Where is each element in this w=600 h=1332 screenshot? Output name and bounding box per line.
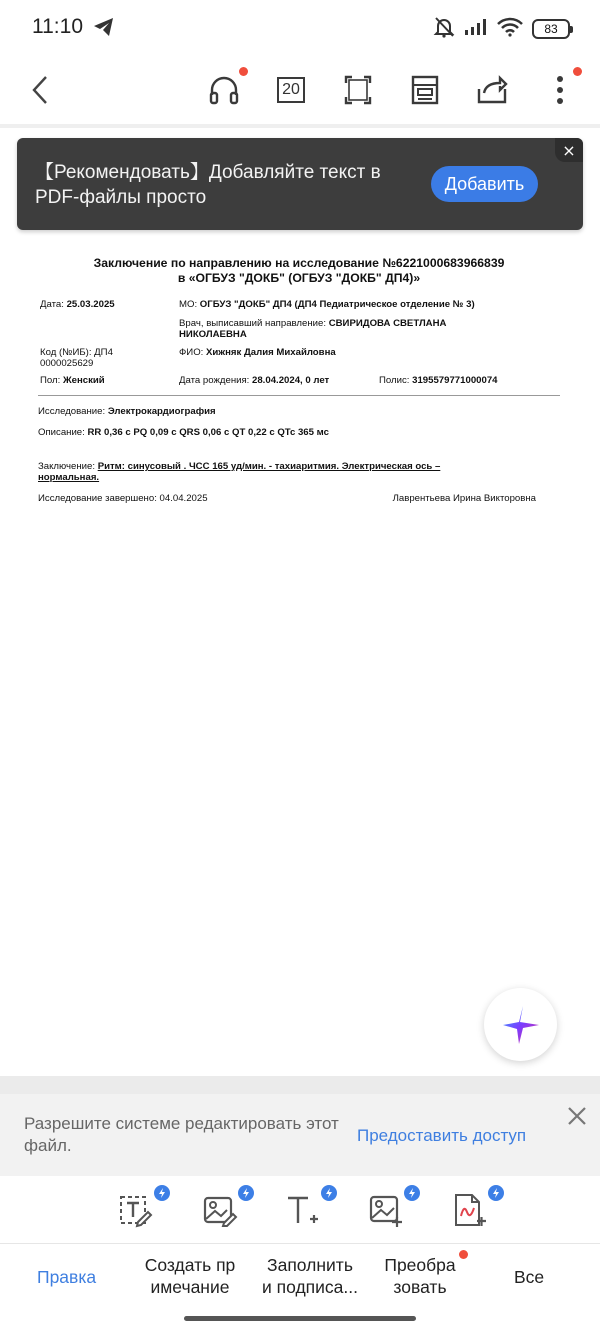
- permission-text: Разрешите системе редактировать этот файл.: [24, 1114, 339, 1155]
- add-text-tool[interactable]: [285, 1192, 325, 1232]
- add-image-icon: [368, 1192, 404, 1228]
- code-line2: 0000025629: [40, 358, 94, 369]
- fullscreen-icon: [344, 75, 372, 105]
- grant-access-link[interactable]: Предоставить доступ: [357, 1126, 527, 1145]
- pdf-page-content: [38, 256, 560, 504]
- study-row: [38, 406, 216, 418]
- page-layout-icon: [411, 75, 439, 105]
- premium-badge: [154, 1185, 170, 1201]
- share-icon: [476, 75, 508, 105]
- fio-label: ФИО:: [179, 347, 204, 358]
- conclusion-value-line1: Ритм: синусовый . ЧСС 165 уд/мин. - тахиаритмия. Электрическая ось –: [97, 461, 441, 472]
- permission-bar: [0, 1094, 600, 1176]
- chevron-left-icon: [29, 74, 51, 106]
- birth-label: Дата рождения:: [179, 375, 250, 386]
- promo-close-button[interactable]: [555, 138, 583, 162]
- notification-dot: [573, 67, 582, 76]
- divider: [0, 1076, 600, 1094]
- code-line1: Код (№ИБ): ДП4: [40, 347, 113, 358]
- edit-image-tool[interactable]: [202, 1192, 242, 1232]
- fullscreen-button[interactable]: [338, 70, 378, 110]
- conclusion-row: [38, 461, 440, 473]
- completed-by: Лаврентьева Ирина Викторовна: [392, 493, 536, 504]
- sex-label: Пол:: [40, 375, 61, 386]
- nav-fill-sign-tab[interactable]: [257, 1254, 363, 1298]
- nav-convert-line1: Преобра: [384, 1255, 456, 1275]
- close-icon: ×: [562, 140, 576, 160]
- mo-label: МО:: [179, 299, 198, 310]
- share-button[interactable]: [472, 70, 512, 110]
- ai-sparkle-icon: [501, 1004, 541, 1046]
- nav-comment-line2: имечание: [150, 1277, 230, 1297]
- notification-dot: [239, 67, 248, 76]
- policy-value: 3195579771000074: [412, 375, 498, 386]
- home-indicator[interactable]: [184, 1316, 416, 1321]
- doctor-row: [179, 318, 446, 330]
- nav-convert-tab[interactable]: [380, 1254, 460, 1298]
- premium-badge: [404, 1185, 420, 1201]
- battery-indicator: 83: [532, 19, 570, 39]
- status-bar: [0, 0, 600, 56]
- bottom-nav: [0, 1244, 600, 1316]
- listen-button[interactable]: [204, 70, 244, 110]
- status-time: 11:10: [32, 15, 83, 38]
- doc-title-line1: Заключение по направлению на исследование №6221000683966839: [93, 256, 505, 270]
- birth-row: [179, 375, 329, 387]
- conclusion-value-line2: нормальная.: [38, 472, 100, 483]
- status-icons: [433, 16, 570, 42]
- add-signature-tool[interactable]: [452, 1192, 492, 1232]
- wifi-icon: [497, 17, 523, 41]
- date-value: 25.03.2025: [66, 299, 115, 310]
- premium-badge: [321, 1185, 337, 1201]
- premium-badge: [488, 1185, 504, 1201]
- sex-value: Женский: [62, 375, 105, 386]
- description-label: Описание:: [38, 427, 85, 438]
- edit-text-icon: [118, 1192, 154, 1228]
- close-icon: [566, 1105, 588, 1127]
- promo-text: 【Рекомендовать】Добавляйте текст в PDF-файлы просто: [35, 162, 381, 208]
- promo-add-button[interactable]: Добавить: [431, 166, 538, 202]
- nav-comment-line1: Создать пр: [144, 1255, 236, 1275]
- birth-value: 28.04.2024, 0 лет: [252, 375, 330, 386]
- edit-image-icon: [202, 1192, 238, 1228]
- nav-fill-line1: Заполнить: [267, 1255, 353, 1275]
- page-count-button[interactable]: [271, 70, 311, 110]
- doc-divider: [38, 395, 560, 396]
- conclusion-label: Заключение:: [38, 461, 96, 472]
- signal-icon: [464, 18, 488, 40]
- policy-label: Полис:: [379, 375, 410, 386]
- policy-row: [379, 375, 498, 387]
- fio-value: Хижняк Далия Михайловна: [206, 347, 336, 358]
- pdf-signature-icon: [452, 1192, 488, 1228]
- mo-value: ОГБУЗ "ДОКБ" ДП4 (ДП4 Педиатрическое отделение № 3): [199, 299, 475, 310]
- view-mode-button[interactable]: [405, 70, 445, 110]
- nav-fill-line2: и подписа...: [262, 1277, 358, 1297]
- more-vertical-icon: [556, 75, 564, 105]
- doctor-value-line2: НИКОЛАЕВНА: [179, 329, 247, 340]
- fio-row: [179, 347, 336, 359]
- top-toolbar: [0, 56, 600, 124]
- nav-all-tab[interactable]: Все: [514, 1267, 545, 1287]
- add-text-icon: [285, 1192, 321, 1228]
- completed-text: Исследование завершено: 04.04.2025: [38, 493, 208, 504]
- description-row: [38, 427, 329, 439]
- back-button[interactable]: [20, 70, 60, 110]
- study-label: Исследование:: [38, 406, 106, 417]
- doctor-label: Врач, выписавший направление:: [179, 318, 327, 329]
- date-label: Дата:: [40, 299, 64, 310]
- bell-muted-icon: [433, 16, 455, 42]
- doctor-value-line1: СВИРИДОВА СВЕТЛАНА: [328, 318, 447, 329]
- ai-assistant-button[interactable]: [484, 988, 557, 1061]
- nav-edit-tab[interactable]: Правка: [37, 1267, 97, 1287]
- date-row: [40, 299, 115, 311]
- permission-close-button[interactable]: [566, 1104, 588, 1134]
- study-value: Электрокардиография: [107, 406, 216, 417]
- more-button[interactable]: [540, 70, 580, 110]
- nav-comment-tab[interactable]: [140, 1254, 240, 1298]
- add-image-tool[interactable]: [368, 1192, 408, 1232]
- sex-row: [40, 375, 105, 387]
- nav-convert-line2: зовать: [393, 1277, 447, 1297]
- premium-badge: [238, 1185, 254, 1201]
- promo-banner: [17, 138, 583, 230]
- mo-row: [179, 299, 475, 311]
- edit-tools-row: [0, 1176, 600, 1244]
- notification-dot: [459, 1250, 468, 1259]
- edit-text-tool[interactable]: [118, 1192, 158, 1232]
- divider: [0, 124, 600, 128]
- telegram-icon: [93, 17, 115, 41]
- doc-title-line2: в «ОГБУЗ "ДОКБ" (ОГБУЗ "ДОКБ" ДП4)»: [177, 271, 421, 285]
- headphones-icon: [207, 73, 241, 107]
- description-value: RR 0,36 с PQ 0,09 с QRS 0,06 с QT 0,22 с QTc 365 мс: [87, 427, 329, 438]
- page-count: 20: [277, 77, 305, 103]
